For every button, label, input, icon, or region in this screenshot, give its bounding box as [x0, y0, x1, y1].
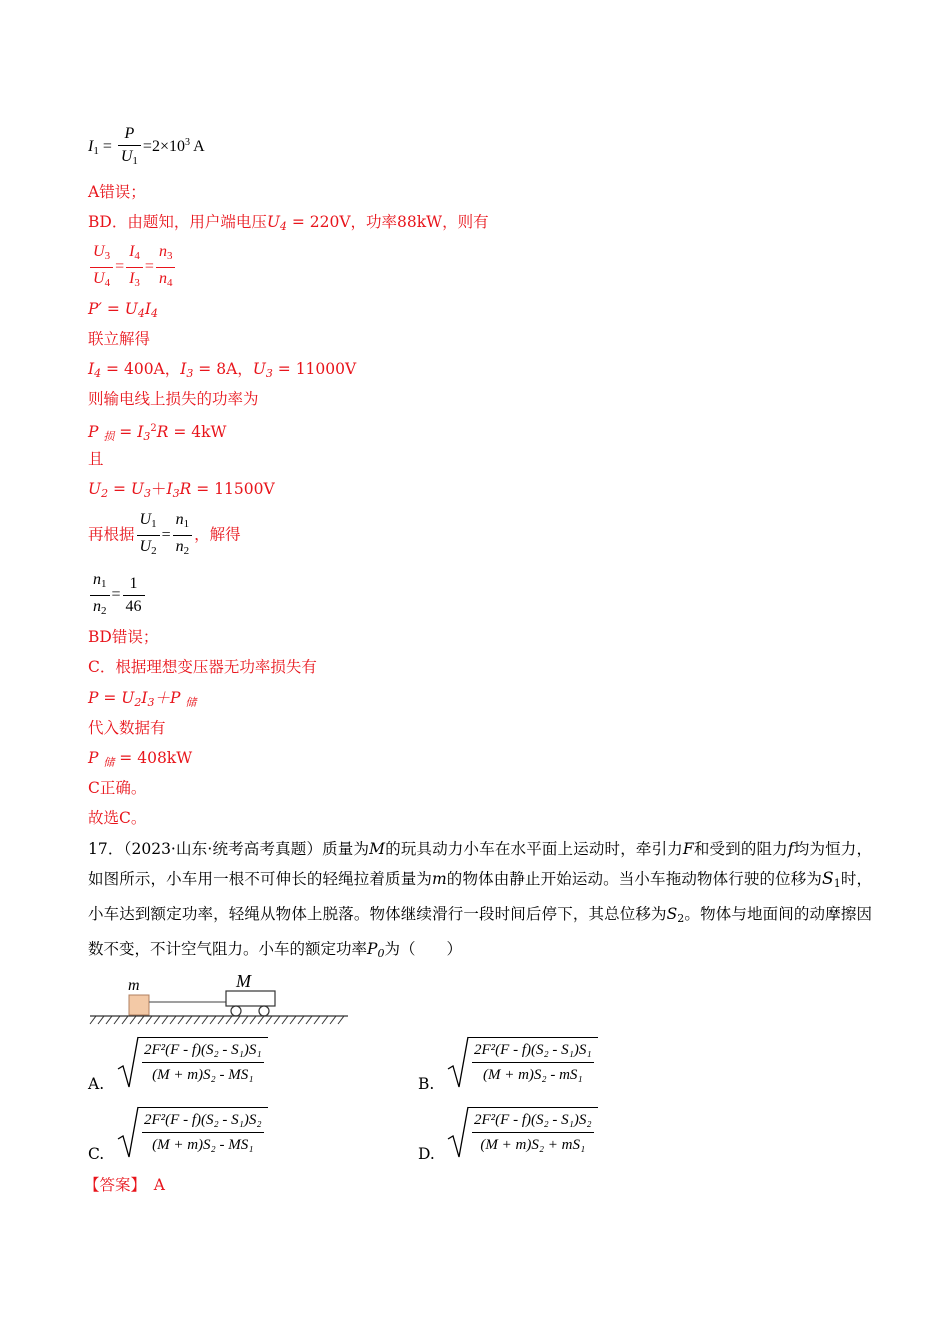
formula-i1: $I_1$ = $\frac{P}{U_1}$ $=2\times 10^3$ A	[88, 125, 205, 167]
line-and: 且	[88, 450, 104, 468]
answer-value: A	[153, 1176, 165, 1194]
line-c-correct: C正确。	[88, 779, 147, 797]
line-loss-text: 则输电线上损失的功率为	[88, 390, 259, 408]
formula-p-store: P $_储$ = 408kW	[88, 749, 193, 769]
sqrt-icon	[116, 1103, 140, 1159]
formula-p-prime: $P' = U_4I_4$	[88, 300, 158, 320]
option-c-formula[interactable]: $\frac{\text{2F²(F - f)(S₂ - S₁)S₂}}{\text{(M + m)S₂ - MS₁}}$	[116, 1103, 296, 1163]
line-bd-intro: BD．由题知，用户端电压$U_4 = 220V$，功率88kW，则有	[88, 213, 489, 233]
option-a-label[interactable]: A.	[88, 1075, 105, 1093]
option-c-label[interactable]: C.	[88, 1145, 105, 1163]
figure-label-M: M	[236, 971, 251, 991]
formula-ratio-chain: $\frac{U_3}{U_4}$ = $\frac{I_4}{I_3}$ = $\frac{n_3}{n_4}$	[88, 242, 177, 293]
sqrt-icon	[446, 1033, 470, 1089]
option-d-formula[interactable]: $\frac{\text{2F²(F - f)(S₂ - S₁)S₂}}{\text{(M + m)S₂ + mS₁}}$	[446, 1103, 626, 1163]
cart-wheel-right	[259, 1006, 269, 1016]
line-bd-wrong: BD错误；	[88, 628, 159, 646]
line-simultaneous: 联立解得	[88, 330, 151, 348]
cart-wheel-left	[231, 1006, 241, 1016]
block-m	[129, 995, 149, 1015]
line-again: 再根据 $\frac{U_1}{U_2}$ = $\frac{n_1}{n_2}$ ，解得	[88, 511, 241, 557]
formula-p-loss: P $_损 = I_3^2R = 4kW$	[88, 423, 227, 443]
formula-p-total: $P = U_2I_3+P$ $_储$	[88, 689, 197, 709]
option-d-label[interactable]: D.	[418, 1145, 435, 1163]
answer-line	[84, 1175, 165, 1195]
line-a-wrong: A错误；	[88, 183, 146, 201]
option-b-label[interactable]: B.	[418, 1075, 435, 1093]
formula-n-ratio: $\frac{n_1}{n_2}$ = $\frac{1}{46}$	[88, 570, 147, 621]
answer-label: 【答案】	[84, 1176, 139, 1194]
line-substitute: 代入数据有	[88, 719, 166, 737]
formula-u2: $U_2 = U_3+I_3R = 11500V$	[88, 480, 275, 500]
option-a-formula[interactable]: $\frac{\text{2F²(F - f)(S₂ - S₁)S₁}}{\text{(M + m)S₂ - MS₁}}$	[116, 1033, 296, 1093]
question-figure	[86, 968, 352, 1026]
ground-hatch	[90, 1016, 344, 1024]
sqrt-icon	[446, 1103, 470, 1159]
figure-label-m: m	[128, 977, 140, 994]
line-values: $I_4 = 400A$，$I_3 = 8A$，$U_3 = 11000V$	[88, 360, 357, 380]
line-c-intro: C．根据理想变压器无功率损失有	[88, 658, 317, 676]
line-choose: 故选C。	[88, 809, 147, 827]
cart-M	[226, 991, 275, 1006]
option-b-formula[interactable]: $\frac{\text{2F²(F - f)(S₂ - S₁)S₁}}{\text{(M + m)S₂ - mS₁}}$	[446, 1033, 626, 1093]
sqrt-icon	[116, 1033, 140, 1089]
question-17-text: 17．（2023·山东·统考高考真题）质量为M的玩具动力小车在水平面上运动时，牵引力F和受到的阻力f均为恒力，如图所示，小车用一根不可伸长的轻绳拉着质量为m的物体由静止开始运动。当小车拖动物体行驶的位移为$S_1$时，小车达到额定功率，轻绳从物体上脱落。物体继续滑行一段时间后停下，其总位移为$S_2$。物体与地面间的动摩擦因数不变，不计空气阻力。小车的额定功率$P_0$为（ ）	[88, 840, 872, 960]
